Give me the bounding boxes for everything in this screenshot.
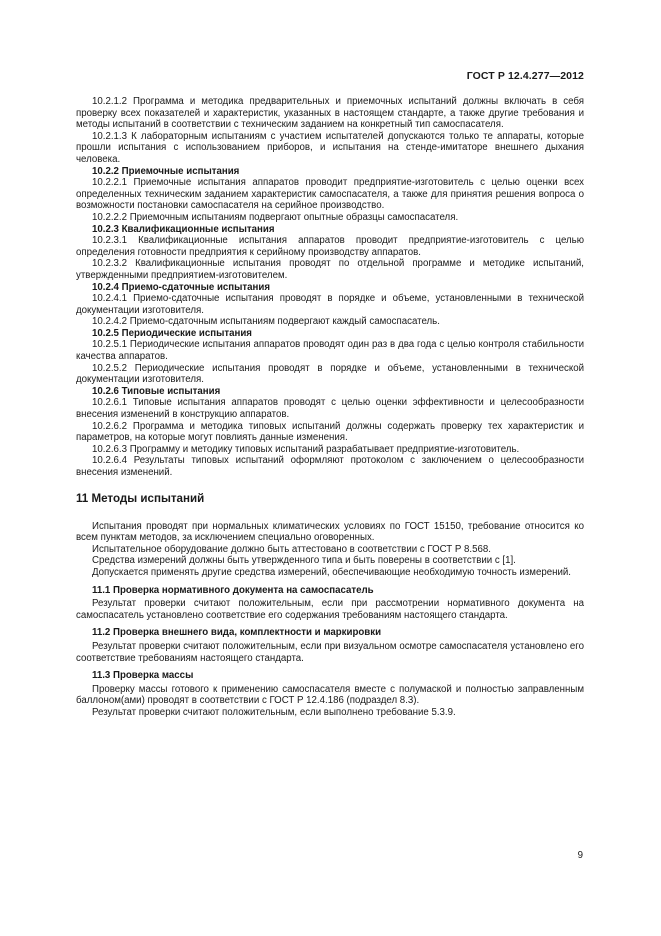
paragraph: 10.2.6.3 Программу и методику типовых испытаний разрабатывает предприятие-изготовитель. [92, 443, 520, 455]
paragraph: 10.2.1.2 Программа и методика предварительных и приемочных испытаний должны включать в себя проверку всех показателей и характеристик, указанных в настоящем стандарте, а также другие требования и методы испытаний в соответствии с техническим заданием на конкретный тип самоспасателя. [76, 96, 584, 131]
section-heading-11-2: 11.2 Проверка внешнего вида, комплектности и маркировки [92, 627, 382, 639]
section-heading-11-1: 11.1 Проверка нормативного документа на самоспасатель [92, 584, 374, 596]
paragraph: 10.2.6.4 Результаты типовых испытаний оформляют протоколом с заключением о целесообразности внесения изменений. [76, 455, 584, 478]
paragraph: 10.2.1.3 К лабораторным испытаниям с участием испытателей допускаются только те аппараты, которые прошли испытания с использованием приборов, и испытания на стенде-имитаторе внешнего дыхания человека. [76, 130, 584, 165]
paragraph: 10.2.2.2 Приемочным испытаниям подвергают опытные образцы самоспасателя. [92, 211, 459, 223]
paragraph: Проверку массы готового к применению самоспасателя вместе с полумаской и полностью заправленным баллоном(ами) проводят в соответствии с ГОСТ Р 12.4.186 (подраздел 8.3). [76, 683, 584, 707]
paragraph: Результат проверки считают положительным, если при визуальном осмотре самоспасателя установлено его соответствие требованиям настоящего стандарта. [76, 640, 584, 664]
paragraph: 10.2.2.1 Приемочные испытания аппаратов проводит предприятие-изготовитель с целью оценки всех определенных техническим заданием характеристик самоспасателя, а также для принятия решения вопроса о возможности постановки самоспасателя на серийное производство. [76, 177, 584, 212]
page-content [76, 96, 584, 719]
section-heading-10-2-6: 10.2.6 Типовые испытания [92, 385, 221, 397]
paragraph: Испытания проводят при нормальных климатических условиях по ГОСТ 15150, требование относится ко всем пунктам методов, за исключением специально оговоренных. [76, 520, 584, 544]
paragraph: 10.2.5.1 Периодические испытания аппаратов проводят один раз в два года с целью контроля стабильности качества аппаратов. [76, 339, 584, 363]
paragraph: 10.2.3.2 Квалификационные испытания проводят по отдельной программе и методике испытаний, утвержденными предприятием-изготовителем. [76, 258, 584, 281]
section-heading-11-3: 11.3 Проверка массы [92, 670, 194, 682]
document-id: ГОСТ Р 12.4.277—2012 [466, 70, 584, 82]
paragraph: Средства измерений должны быть утвержденного типа и быть поверены в соответствии с [1]. [92, 555, 516, 567]
paragraph: Испытательное оборудование должно быть аттестовано в соответствии с ГОСТ Р 8.568. [92, 543, 491, 555]
paragraph: 10.2.5.2 Периодические испытания проводят в порядке и объеме, установленными в технической документации изготовителя. [76, 362, 584, 386]
section-heading-11: 11 Методы испытаний [76, 491, 205, 505]
page-number: 9 [577, 850, 583, 861]
section-heading-10-2-4: 10.2.4 Приемо-сдаточные испытания [92, 281, 271, 293]
paragraph: Результат проверки считают положительным, если при рассмотрении нормативного документа на самоспасатель установлено соответствие его содержания требованиям настоящего стандарта. [76, 598, 584, 621]
paragraph: 10.2.4.2 Приемо-сдаточным испытаниям подвергают каждый самоспасатель. [92, 316, 440, 328]
paragraph: 10.2.3.1 Квалификационные испытания аппаратов проводит предприятие-изготовитель с целью определения готовности предприятия к серийному производству аппаратов. [76, 235, 584, 258]
paragraph: 10.2.6.2 Программа и методика типовых испытаний должны содержать проверку тех характеристик и параметров, на которые могут повлиять данные изменения. [76, 420, 584, 444]
paragraph: 10.2.6.1 Типовые испытания аппаратов проводят с целью оценки эффективности и целесообразности внесения изменений в конструкцию аппаратов. [76, 397, 584, 421]
paragraph: 10.2.4.1 Приемо-сдаточные испытания проводят в порядке и объеме, установленными в технической документации изготовителя. [76, 293, 584, 316]
section-heading-10-2-2: 10.2.2 Приемочные испытания [92, 165, 240, 177]
section-heading-10-2-3: 10.2.3 Квалификационные испытания [92, 223, 275, 235]
paragraph: Результат проверки считают положительным, если выполнено требование 5.3.9. [92, 706, 456, 718]
paragraph: Допускается применять другие средства измерений, обеспечивающие необходимую точность измерений. [92, 566, 571, 578]
section-heading-10-2-5: 10.2.5 Периодические испытания [92, 327, 252, 339]
